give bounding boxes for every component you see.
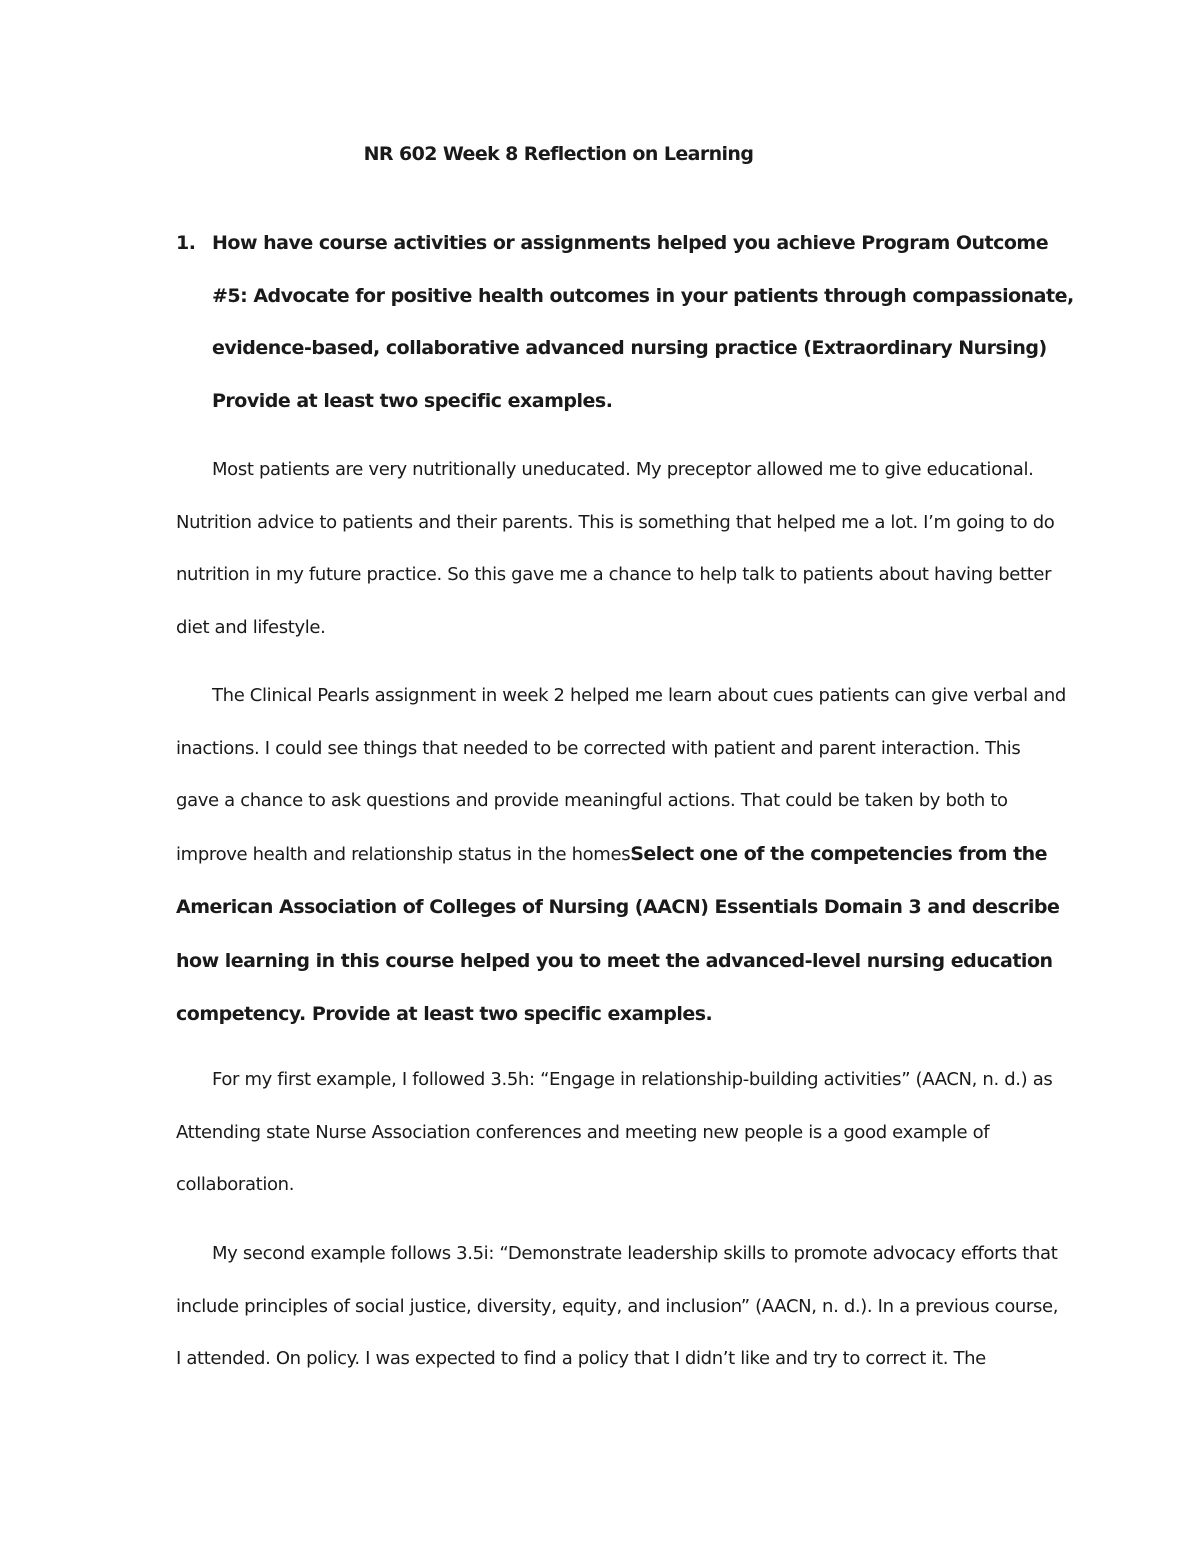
paragraph-nutrition: Most patients are very nutritionally uneducated. My preceptor allowed me to give educational. Nutrition advice to patients and their parents. This is something that helped me a lot. I’m going to do nutrition in my future practice. So this gave me a chance to help talk to patients about having better diet and lifestyle.	[176, 459, 1055, 638]
question-1-text: How have course activities or assignments helped you achieve Program Outcome #5: Advocate for positive health outcomes in your patients through compassionate, evidence-based, collaborative advanced nursing practice (Extraordinary Nursing) Provide at least two specific examples.	[212, 232, 1074, 412]
paragraph-clinical-pearls	[176, 670, 1066, 1042]
paragraph-clinical-pearls-text: The Clinical Pearls assignment in week 2 helped me learn about cues patients can give verbal and inactions. I could see things that needed to be corrected with patient and parent interaction. This gave a chance to ask questions and provide meaningful actions. That could be taken by both to improve health and relationship status in the homes	[176, 685, 1066, 865]
question-1-number: 1.	[176, 232, 196, 254]
question-2-text: Select one of the competencies from the American Association of Colleges of Nursing (AACN) Essentials Domain 3 and describe how learning in this course helped you to meet the advanced-level nursing education competency. Provide at least two specific examples.	[176, 842, 1060, 1025]
question-1	[176, 217, 1076, 427]
paragraph-second-example: My second example follows 3.5i: “Demonstrate leadership skills to promote advocacy efforts that include principles of social justice, diversity, equity, and inclusion” (AACN, n. d.). In a previous course, I attended. On policy. I was expected to find a policy that I didn’t like and try to correct it. The	[176, 1243, 1059, 1369]
document-title: NR 602 Week 8 Reflection on Learning	[363, 143, 754, 165]
paragraph-first-example: For my first example, I followed 3.5h: “Engage in relationship-building activities” (AACN, n. d.) as Attending state Nurse Association conferences and meeting new people is a good example of collaboration.	[176, 1069, 1053, 1195]
